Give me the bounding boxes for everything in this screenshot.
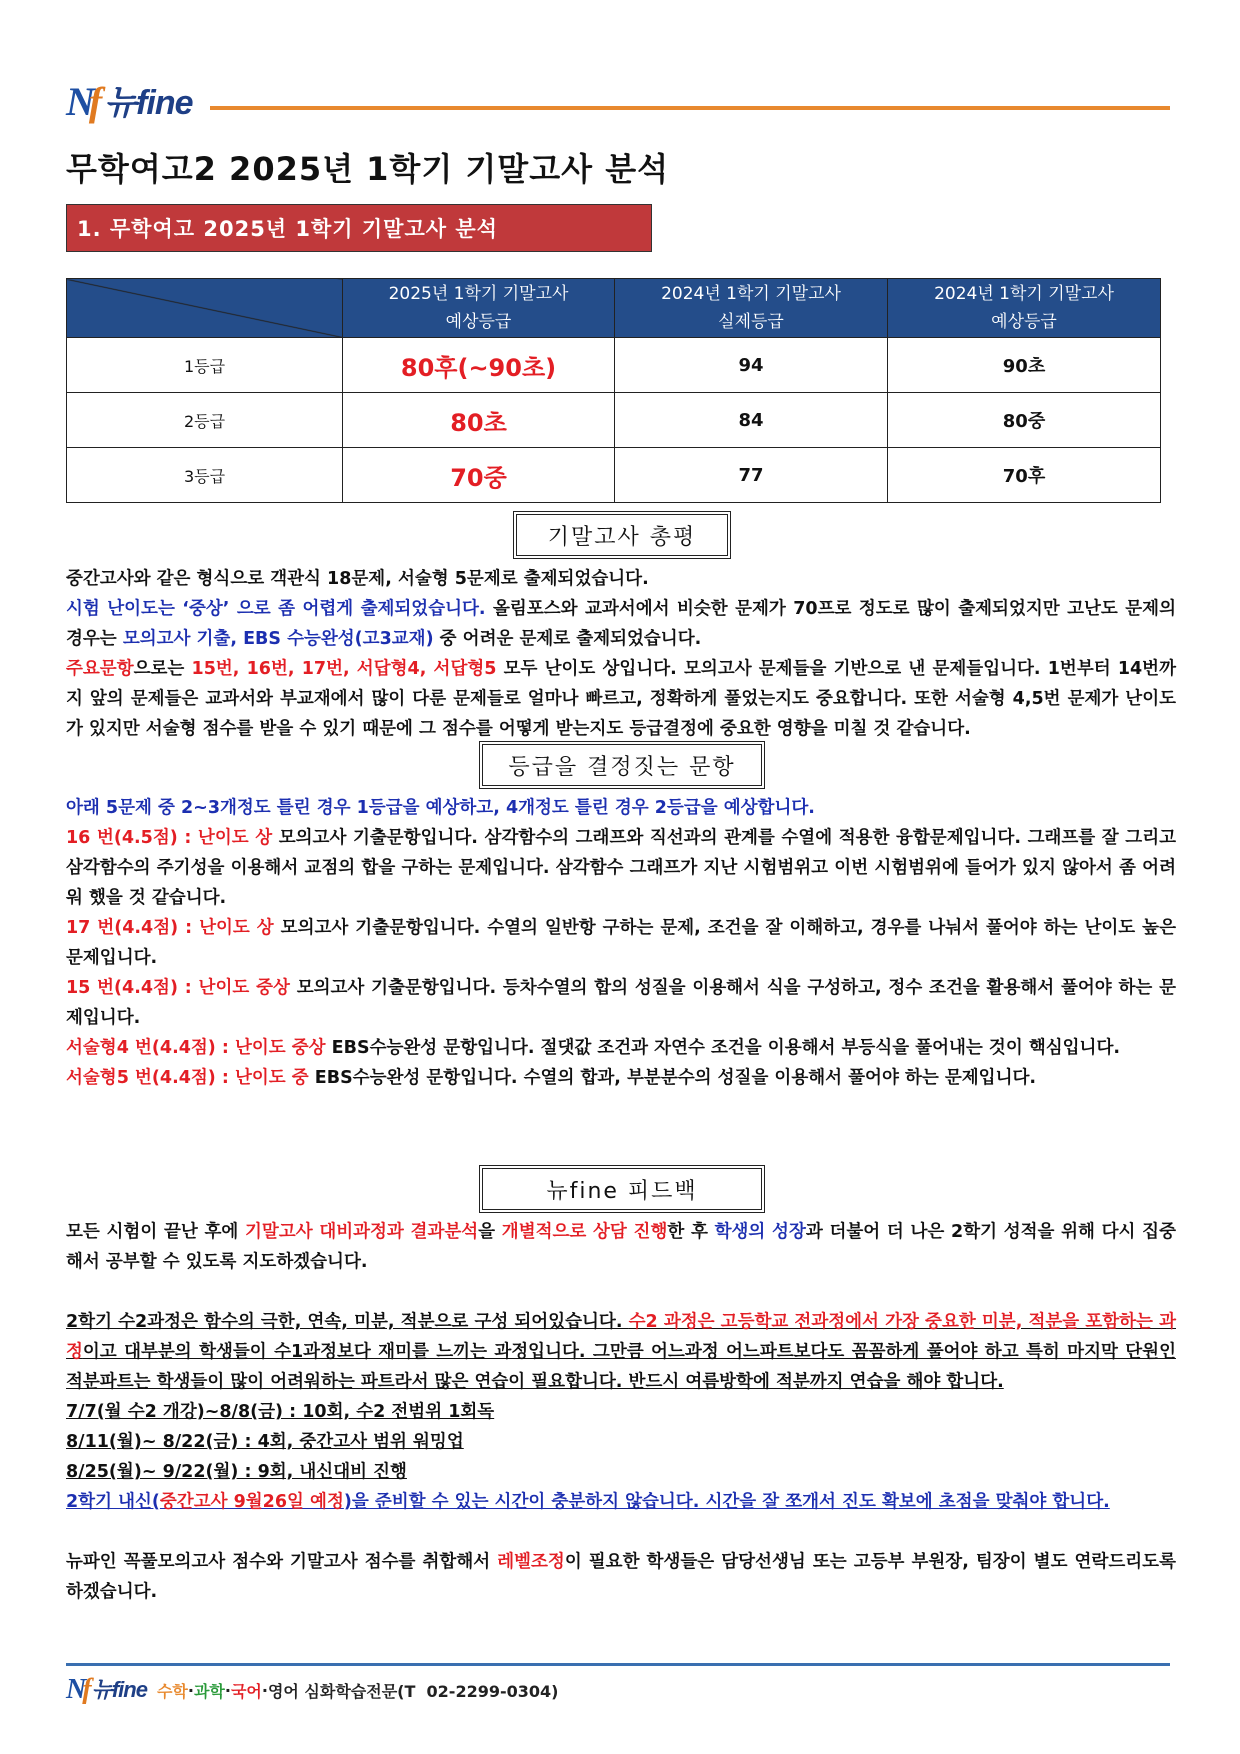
footer-subject: 과학 xyxy=(193,1681,225,1701)
footer-subject: 영어 xyxy=(267,1681,299,1701)
decisive-item: 15 번(4.4점) : 난이도 중상 모의고사 기출문항입니다. 등차수열의 합의 성질을 이용해서 식을 구성하고, 정수 조건을 활용해서 풀어야 하는 문제입니다. xyxy=(66,978,1177,1028)
review-paragraph: 주요문항으로는 15번, 16번, 17번, 서답형4, 서답형5 모두 난이도 상입니다. 모의고사 문제들을 기반으로 낸 문제들입니다. 1번부터 14번까지 앞의 문제들은 교과서와 부교재에서 많이 다룬 문제들로 얼마나 빠르고, 정확하게 풀었는지도 중요합니다. 또한 서술형 4,5번 문제가 난이도가 있지만 서술형 점수를 받을 수 있기 때문에 그 점수를 어떻게 받는지도 등급결정에 중요한 영향을 미칠 것 같습니다. xyxy=(66,659,1176,739)
feedback-paragraph: 2학기 수2과정은 함수의 극한, 연속, 미분, 적분으로 구성 되어있습니다. 수2 과정은 고등학교 전과정에서 가장 중요한 미분, 적분을 포함하는 과정이고 대부분의 학생들이 수1과정보다 재미를 느끼는 과정입니다. 그만큼 어느과정 어느파트보다도 꼼꼼하게 풀어야 하고 특히 마지막 단원인 적분파트는 학생들이 많이 어려워하는 파트라서 많은 연습이 필요합니다. 반드시 여름방학에 적분까지 연습을 해야 합니다. xyxy=(66,1312,1176,1392)
decisive-intro: 아래 5문제 중 2~3개정도 틀린 경우 1등급을 예상하고, 4개정도 틀린 경우 2등급을 예상합니다. xyxy=(66,798,815,818)
table-row xyxy=(67,338,1161,393)
review-paragraph: 시험 난이도는 ‘중상’ 으로 좀 어렵게 출제되었습니다. 올림포스와 교과서에서 비슷한 문제가 70프로 정도로 많이 출제되었지만 고난도 문제의 경우는 모의고사 기출, EBS 수능완성(고3교재) 중 어려운 문제로 출제되었습니다. xyxy=(66,599,1176,649)
diagonal-corner-cell xyxy=(67,279,343,338)
column-header: 2024년 1학기 기말고사 예상등급 xyxy=(888,279,1161,338)
page-title: 무학여고2 2025년 1학기 기말고사 분석 xyxy=(66,150,670,188)
logo-text: 뉴fine xyxy=(104,84,193,122)
decisive-heading-label: 등급을 결정짓는 문항 xyxy=(508,754,736,780)
schedule-item: 8/11(월)~ 8/22(금) : 4회, 중간고사 범위 워밍업 xyxy=(66,1432,464,1452)
predicted-2025-cell: 70중 xyxy=(343,448,615,503)
predicted-2024-cell: 80중 xyxy=(888,393,1161,448)
predicted-2025-cell: 80초 xyxy=(343,393,615,448)
decisive-item: 16 번(4.5점) : 난이도 상 모의고사 기출문항입니다. 삼각함수의 그래프와 직선과의 관계를 수열에 적용한 융합문제입니다. 그래프를 잘 그리고 삼각함수의 주기성을 이용해서 교점의 합을 구하는 문제입니다. 삼각함수 그래프가 지난 시험범위고 이번 시험범위에 들어가 있지 않아서 좀 어려워 했을 것 같습니다. xyxy=(66,828,1176,908)
decisive-heading xyxy=(482,744,762,786)
grade-cell: 3등급 xyxy=(67,448,343,503)
feedback-heading-label: 뉴fine 피드백 xyxy=(546,1178,698,1204)
feedback-text xyxy=(66,1217,1176,1607)
review-paragraph: 중간고사와 같은 형식으로 객관식 18문제, 서술형 5문제로 출제되었습니다. xyxy=(66,569,649,589)
feedback-paragraph: 뉴파인 꼭풀모의고사 점수와 기말고사 점수를 취합해서 레벨조정이 필요한 학생들은 담당선생님 또는 고등부 부원장, 팀장이 별도 연락드리도록 하겠습니다. xyxy=(66,1552,1176,1602)
footer-tagline: 심화학습전문(T 02-2299-0304) xyxy=(298,1681,559,1701)
decisive-item: 17 번(4.4점) : 난이도 상 모의고사 기출문항입니다. 수열의 일반항 구하는 문제, 조건을 잘 이해하고, 경우를 나눠서 풀어야 하는 난이도 높은 문제입니다. xyxy=(66,918,1176,968)
grade-table xyxy=(66,278,1161,503)
section-title: 1. 무학여고 2025년 1학기 기말고사 분석 xyxy=(77,217,498,241)
predicted-2024-cell: 90초 xyxy=(888,338,1161,393)
brand-logo xyxy=(66,78,193,122)
grade-cell: 1등급 xyxy=(67,338,343,393)
footer-subject: 수학 xyxy=(156,1681,188,1701)
schedule-item: 8/25(월)~ 9/22(월) : 9회, 내신대비 진행 xyxy=(66,1462,407,1482)
column-header: 2024년 1학기 기말고사 실제등급 xyxy=(615,279,888,338)
column-header: 2025년 1학기 기말고사 예상등급 xyxy=(343,279,615,338)
schedule-item: 7/7(월 수2 개강)~8/8(금) : 10회, 수2 전범위 1회독 xyxy=(66,1402,495,1422)
footer-logo-text: 뉴fine xyxy=(91,1677,147,1702)
footer-rule xyxy=(66,1663,1170,1666)
feedback-paragraph: 2학기 내신(중간고사 9월26일 예정)을 준비할 수 있는 시간이 충분하지 않습니다. 시간을 잘 쪼개서 진도 확보에 초점을 맞춰야 합니다. xyxy=(66,1492,1110,1512)
actual-2024-cell: 94 xyxy=(615,338,888,393)
review-text xyxy=(66,564,1176,744)
predicted-2025-cell: 80후(~90초) xyxy=(343,338,615,393)
decisive-item: 서술형5 번(4.4점) : 난이도 중 EBS수능완성 문항입니다. 수열의 합과, 부분분수의 성질을 이용해서 풀어야 하는 문제입니다. xyxy=(66,1068,1037,1088)
review-heading xyxy=(516,514,728,556)
feedback-heading xyxy=(482,1168,762,1210)
footer: Nf 뉴fine 수학 · 과학 · 국어 · 영어 심화학습전문(T 02-2299-0304) xyxy=(66,1674,559,1705)
actual-2024-cell: 84 xyxy=(615,393,888,448)
predicted-2024-cell: 70후 xyxy=(888,448,1161,503)
table-row xyxy=(67,448,1161,503)
table-row xyxy=(67,393,1161,448)
section-title-bar xyxy=(66,204,652,252)
decisive-text xyxy=(66,793,1176,1093)
decisive-item: 서술형4 번(4.4점) : 난이도 중상 EBS수능완성 문항입니다. 절댓값 조건과 자연수 조건을 이용해서 부등식을 풀어내는 것이 핵심입니다. xyxy=(66,1038,1121,1058)
actual-2024-cell: 77 xyxy=(615,448,888,503)
feedback-paragraph: 모든 시험이 끝난 후에 기말고사 대비과정과 결과분석을 개별적으로 상담 진행한 후 학생의 성장과 더불어 더 나은 2학기 성적을 위해 다시 집중해서 공부할 수 있도록 지도하겠습니다. xyxy=(66,1222,1176,1272)
footer-logo-mark: Nf xyxy=(66,1674,88,1705)
footer-subject: 국어 xyxy=(230,1681,262,1701)
table-header-row xyxy=(67,279,1161,338)
logo-mark: Nf xyxy=(66,79,97,124)
header-rule xyxy=(210,106,1170,110)
grade-cell: 2등급 xyxy=(67,393,343,448)
review-heading-label: 기말고사 총평 xyxy=(547,524,697,550)
